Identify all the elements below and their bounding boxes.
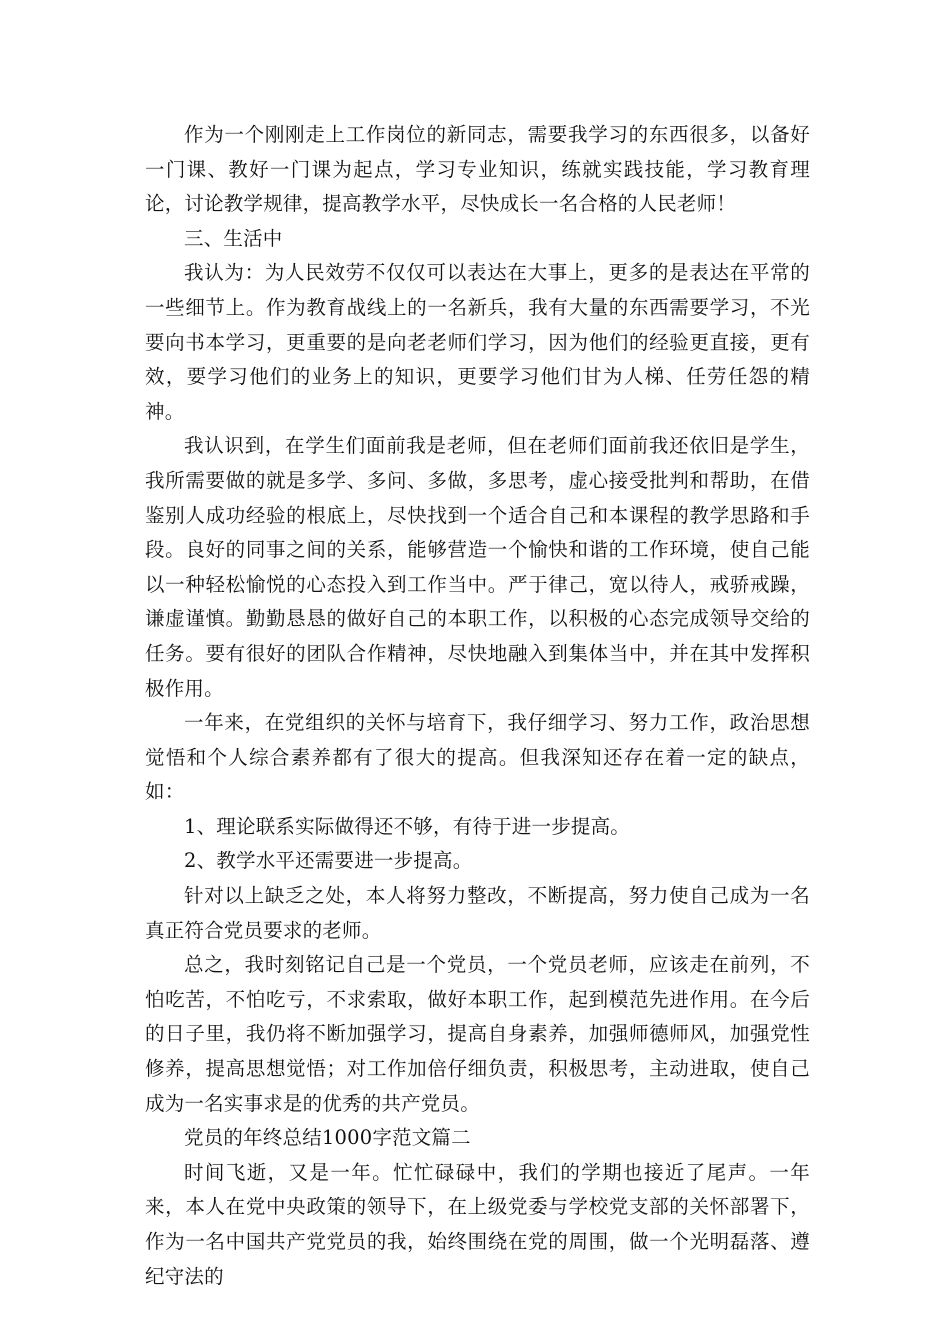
section-heading-life: 三、生活中 (184, 226, 283, 250)
paragraph-new-teacher: 作为一个刚刚走上工作岗位的新同志，需要我学习的东西很多，以备好一门课、教好一门课为起点，学习专业知识，练就实践技能，学习教育理论，讨论教学规律，提高教学水平，尽快成长一名合格的人民老师！ (145, 123, 810, 216)
section-heading-part-two: 党员的年终总结1000字范文篇二 (184, 1126, 471, 1150)
paragraph-year-review: 一年来，在党组织的关怀与培育下，我仔细学习、努力工作，政治思想觉悟和个人综合素养都有了很大的提高。但我深知还存在着一定的缺点，如： (145, 711, 810, 804)
document-body (145, 118, 810, 1294)
paragraph-conclusion: 总之，我时刻铭记自己是一个党员，一个党员老师，应该走在前列，不怕吃苦，不怕吃亏，不求索取，做好本职工作，起到模范先进作用。在今后的日子里，我仍将不断加强学习，提高自身素养，加强师德师风，加强党性修养，提高思想觉悟；对工作加倍仔细负责，积极思考，主动进取，使自己成为一名实事求是的优秀的共产党员。 (145, 953, 810, 1115)
paragraph-still-student: 我认识到，在学生们面前我是老师，但在老师们面前我还依旧是学生，我所需要做的就是多学、多问、多做，多思考，虚心接受批判和帮助，在借鉴别人成功经验的根底上，尽快找到一个适合自己和本课程的教学思路和手段。良好的同事之间的关系，能够营造一个愉快和谐的工作环境，使自己能以一种轻松愉悦的心态投入到工作当中。严于律己，宽以待人，戒骄戒躁，谦虚谨慎。勤勤恳恳的做好自己的本职工作，以积极的心态完成领导交给的任务。要有很好的团队合作精神，尽快地融入到集体当中，并在其中发挥积极作用。 (145, 434, 810, 700)
list-item-shortcoming-1: 1、理论联系实际做得还不够，有待于进一步提高。 (184, 814, 631, 838)
paragraph-improvement: 针对以上缺乏之处，本人将努力整改，不断提高，努力使自己成为一名真正符合党员要求的老师。 (145, 884, 810, 942)
paragraph-serve-people: 我认为：为人民效劳不仅仅可以表达在大事上，更多的是表达在平常的一些细节上。作为教育战线上的一名新兵，我有大量的东西需要学习，不光要向书本学习，更重要的是向老老师们学习，因为他们的经验更直接，更有效，要学习他们的业务上的知识，更要学习他们甘为人梯、任劳任怨的精神。 (145, 261, 810, 423)
paragraph-time-flies: 时间飞逝，又是一年。忙忙碌碌中，我们的学期也接近了尾声。一年来，本人在党中央政策的领导下，在上级党委与学校党支部的关怀部署下，作为一名中国共产党党员的我，始终围绕在党的周围，做一个光明磊落、遵纪守法的 (145, 1160, 810, 1288)
list-item-shortcoming-2: 2、教学水平还需要进一步提高。 (184, 849, 473, 873)
